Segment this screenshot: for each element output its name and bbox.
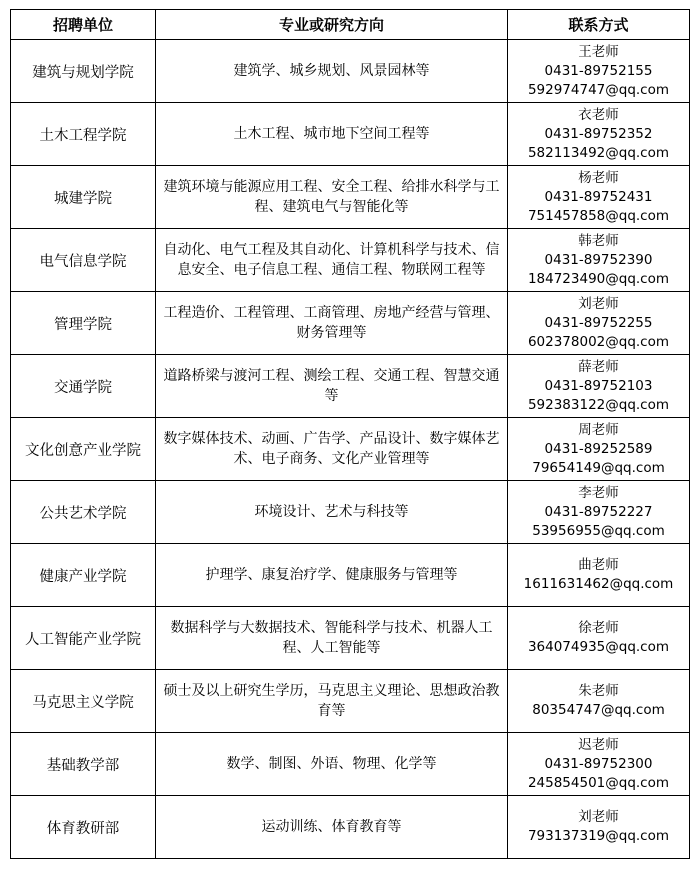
- contact-email: 592383122@qq.com: [527, 396, 670, 413]
- contact-phone: 0431-89752431: [544, 188, 653, 205]
- header-major: 专业或研究方向: [156, 10, 508, 40]
- contact-name: 周老师: [578, 421, 619, 438]
- contact-name: 曲老师: [578, 557, 619, 573]
- contact-phone: 0431-89752103: [544, 377, 653, 394]
- major-cell: 工程造价、工程管理、工商管理、房地产经营与管理、财务管理等: [156, 292, 508, 355]
- contact-cell: [508, 544, 690, 607]
- contact-cell: [508, 733, 690, 796]
- table-row: [11, 292, 690, 355]
- contact-phone: 0431-89752227: [544, 503, 653, 520]
- contact-cell: [508, 355, 690, 418]
- table-row: [11, 670, 690, 733]
- major-cell: 土木工程、城市地下空间工程等: [156, 103, 508, 166]
- contact-cell: [508, 481, 690, 544]
- contact-cell: [508, 607, 690, 670]
- table-row: [11, 796, 690, 859]
- contact-name: 徐老师: [578, 620, 619, 636]
- major-cell: 护理学、康复治疗学、健康服务与管理等: [156, 544, 508, 607]
- contact-email: 79654149@qq.com: [532, 459, 665, 476]
- contact-email: 364074935@qq.com: [527, 639, 670, 655]
- contact-email: 53956955@qq.com: [532, 522, 665, 539]
- unit-cell: 管理学院: [11, 292, 156, 355]
- table-row: [11, 229, 690, 292]
- major-cell: 数字媒体技术、动画、广告学、产品设计、数字媒体艺术、电子商务、文化产业管理等: [156, 418, 508, 481]
- contact-cell: [508, 229, 690, 292]
- contact-phone: 0431-89752155: [544, 62, 653, 79]
- recruitment-table: [10, 9, 690, 859]
- table-row: [11, 733, 690, 796]
- header-unit: 招聘单位: [11, 10, 156, 40]
- contact-name: 衣老师: [578, 106, 619, 123]
- table-row: [11, 418, 690, 481]
- unit-cell: 体育教研部: [11, 796, 156, 859]
- major-cell: 建筑学、城乡规划、风景园林等: [156, 40, 508, 103]
- contact-email: 245854501@qq.com: [527, 774, 670, 791]
- contact-name: 杨老师: [578, 169, 619, 186]
- major-cell: 运动训练、体育教育等: [156, 796, 508, 859]
- major-cell: 道路桥梁与渡河工程、测绘工程、交通工程、智慧交通等: [156, 355, 508, 418]
- table-row: [11, 355, 690, 418]
- contact-email: 602378002@qq.com: [527, 333, 670, 350]
- contact-name: 刘老师: [578, 295, 619, 312]
- major-cell: 自动化、电气工程及其自动化、计算机科学与技术、信息安全、电子信息工程、通信工程、物联网工程等: [156, 229, 508, 292]
- unit-cell: 公共艺术学院: [11, 481, 156, 544]
- table-row: [11, 103, 690, 166]
- table-row: [11, 166, 690, 229]
- major-cell: 硕士及以上研究生学历，马克思主义理论、思想政治教育等: [156, 670, 508, 733]
- contact-phone: 0431-89752300: [544, 755, 653, 772]
- contact-cell: [508, 796, 690, 859]
- unit-cell: 电气信息学院: [11, 229, 156, 292]
- contact-cell: [508, 670, 690, 733]
- major-cell: 环境设计、艺术与科技等: [156, 481, 508, 544]
- contact-email: 80354747@qq.com: [532, 702, 665, 718]
- unit-cell: 健康产业学院: [11, 544, 156, 607]
- header-contact: 联系方式: [508, 10, 690, 40]
- contact-email: 751457858@qq.com: [527, 207, 670, 224]
- unit-cell: 基础教学部: [11, 733, 156, 796]
- unit-cell: 文化创意产业学院: [11, 418, 156, 481]
- contact-phone: 0431-89752390: [544, 251, 653, 268]
- contact-email: 582113492@qq.com: [527, 144, 670, 161]
- unit-cell: 城建学院: [11, 166, 156, 229]
- contact-email: 184723490@qq.com: [527, 270, 670, 287]
- contact-email: 592974747@qq.com: [527, 81, 670, 98]
- contact-cell: [508, 166, 690, 229]
- unit-cell: 交通学院: [11, 355, 156, 418]
- unit-cell: 建筑与规划学院: [11, 40, 156, 103]
- unit-cell: 人工智能产业学院: [11, 607, 156, 670]
- contact-cell: [508, 103, 690, 166]
- unit-cell: 马克思主义学院: [11, 670, 156, 733]
- contact-email: 1611631462@qq.com: [523, 576, 674, 592]
- major-cell: 数据科学与大数据技术、智能科学与技术、机器人工程、人工智能等: [156, 607, 508, 670]
- contact-cell: [508, 418, 690, 481]
- contact-cell: [508, 40, 690, 103]
- table-row: [11, 544, 690, 607]
- contact-name: 刘老师: [578, 809, 619, 825]
- contact-name: 迟老师: [578, 736, 619, 753]
- contact-name: 薛老师: [578, 358, 619, 375]
- table-row: [11, 607, 690, 670]
- contact-cell: [508, 292, 690, 355]
- contact-name: 王老师: [578, 43, 619, 60]
- contact-phone: 0431-89752255: [544, 314, 653, 331]
- major-cell: 数学、制图、外语、物理、化学等: [156, 733, 508, 796]
- table-row: [11, 481, 690, 544]
- contact-phone: 0431-89252589: [544, 440, 653, 457]
- contact-email: 793137319@qq.com: [527, 828, 670, 844]
- table-row: [11, 40, 690, 103]
- unit-cell: 土木工程学院: [11, 103, 156, 166]
- contact-name: 朱老师: [578, 683, 619, 699]
- header-row: [11, 10, 690, 40]
- contact-name: 李老师: [578, 484, 619, 501]
- contact-name: 韩老师: [578, 232, 619, 249]
- major-cell: 建筑环境与能源应用工程、安全工程、给排水科学与工程、建筑电气与智能化等: [156, 166, 508, 229]
- contact-phone: 0431-89752352: [544, 125, 653, 142]
